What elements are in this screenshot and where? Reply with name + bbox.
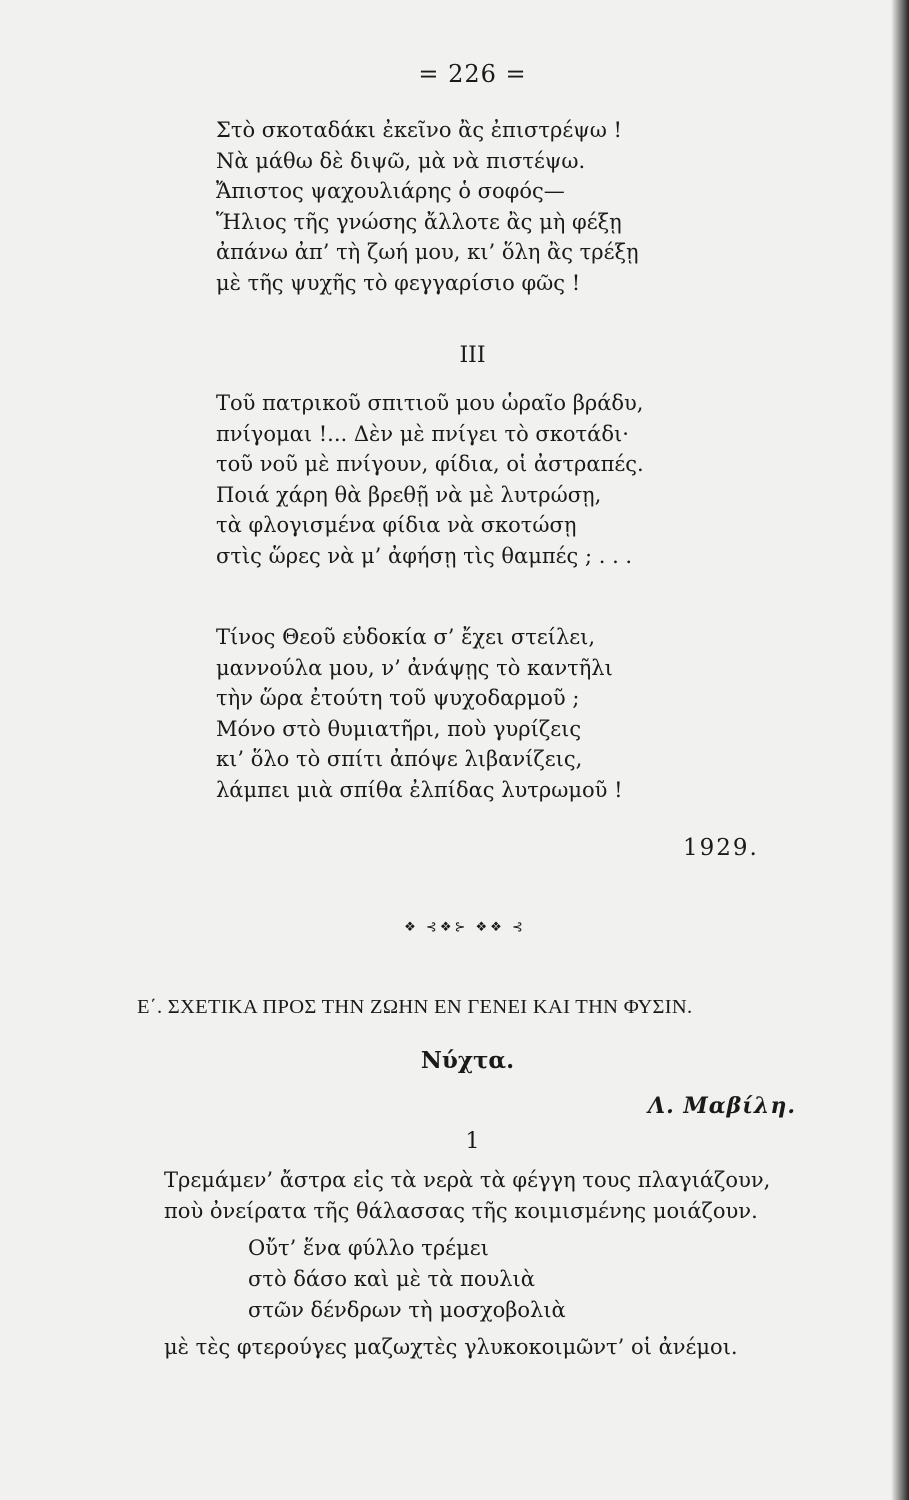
verse-line: Ἄπιστος ψαχουλιάρης ὁ σοφός—	[216, 179, 565, 203]
verse-line: τὰ φλογισμένα φίδια νὰ σκοτώσῃ	[216, 513, 577, 537]
verse-line: Στὸ σκοταδάκι ἐκεῖνο ἂς ἐπιστρέψω !	[216, 118, 622, 142]
page-number: = 226 =	[418, 60, 527, 88]
verse-line: Τοῦ πατρικοῦ σπιτιοῦ μου ὡραῖο βράδυ,	[216, 391, 644, 415]
verse-line: στῶν δένδρων τὴ μοσχοβολιὰ	[248, 1298, 566, 1322]
stanza-2	[216, 388, 644, 571]
verse-line: Οὔτ’ ἕνα φύλλο τρέμει	[248, 1236, 489, 1260]
verse-line: μὲ τὲς φτερούγες μαζωχτὲς γλυκοκοιμῶντ’ οἱ ἀνέμοι.	[164, 1335, 738, 1359]
page-edge-shadow	[891, 0, 909, 1500]
verse-line: Μόνο στὸ θυμιατῆρι, ποὺ γυρίζεις	[216, 716, 582, 741]
verse-line: Ἥλιος τῆς γνώσης ἄλλοτε ἂς μὴ φέξῃ	[216, 209, 622, 234]
verse-line: μὲ τῆς ψυχῆς τὸ φεγγαρίσιο φῶς !	[216, 270, 581, 295]
verse-line: ποὺ ὀνείρατα τῆς θάλασσας τῆς κοιμισμένης μοιάζουν.	[164, 1199, 758, 1223]
verse-line: στὶς ὥρες νὰ μ’ ἀφήσῃ τὶς θαμπές ; . . .	[216, 543, 633, 568]
poem-title: Νύχτα.	[420, 1047, 515, 1074]
verse-line: Τρεμάμεν’ ἄστρα εἰς τὰ νερὰ τὰ φέγγη τους πλαγιάζουν,	[164, 1168, 771, 1192]
stanza-3	[216, 622, 623, 805]
section-ornament: ❖ ⊰❖⊱ ❖❖ ⊰	[404, 920, 526, 935]
verse-line: Ποιά χάρη θὰ βρεθῇ νὰ μὲ λυτρώσῃ,	[216, 482, 602, 507]
verse-line: πνίγομαι !... Δὲν μὲ πνίγει τὸ σκοτάδι·	[216, 421, 629, 446]
poem-author: Λ. Μαβίλη.	[648, 1093, 797, 1119]
verse-line: Τίνος Θεοῦ εὐδοκία σ’ ἔχει στείλει,	[216, 625, 596, 649]
verse-line: Νὰ μάθω δὲ διψῶ, μὰ νὰ πιστέψω.	[216, 148, 586, 173]
poem-date: 1929.	[683, 835, 759, 861]
verse-line: τοῦ νοῦ μὲ πνίγουν, φίδια, οἱ ἀστραπές.	[216, 452, 644, 476]
chapter-heading: Ε΄. ΣΧΕΤΙΚΑ ΠΡΟΣ ΤΗΝ ΖΩΗΝ ΕΝ ΓΕΝΕΙ ΚΑΙ ΤΗΝ ΦΥΣΙΝ.	[137, 996, 693, 1018]
verse-line: τὴν ὥρα ἐτούτη τοῦ ψυχοδαρμοῦ ;	[216, 686, 580, 710]
stanza-number: 1	[465, 1129, 480, 1154]
verse-line: λάμπει μιὰ σπίθα ἐλπίδας λυτρωμοῦ !	[216, 777, 623, 802]
section-numeral: III	[459, 343, 486, 368]
verse-line: κι’ ὅλο τὸ σπίτι ἀπόψε λιβανίζεις,	[216, 747, 583, 771]
stanza-1	[216, 115, 639, 298]
verse-line: ἀπάνω ἀπ’ τὴ ζωή μου, κι’ ὅλη ἂς τρέξῃ	[216, 240, 639, 264]
verse-line: στὸ δάσο καὶ μὲ τὰ πουλιὰ	[248, 1267, 535, 1291]
verse-line: μαννούλα μου, ν’ ἀνάψῃς τὸ καντῆλι	[216, 655, 613, 680]
